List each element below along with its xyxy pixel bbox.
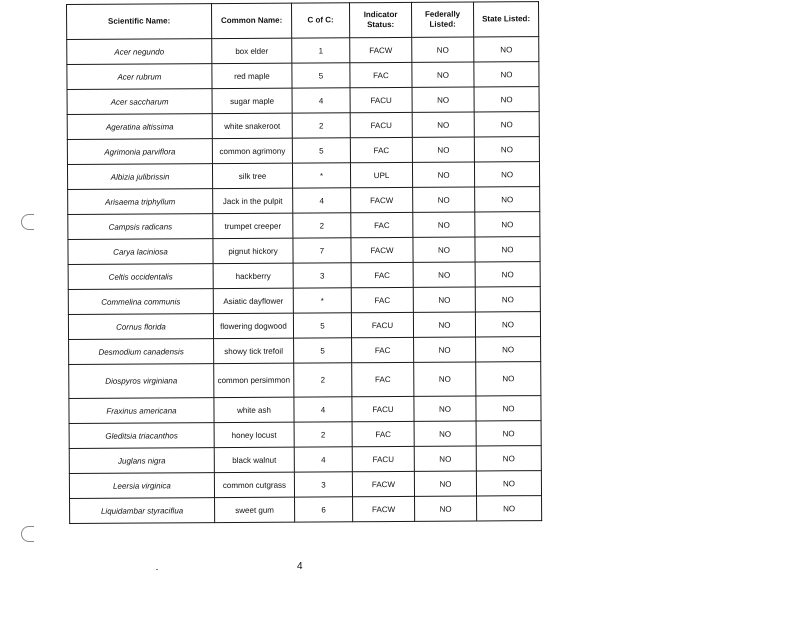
- cell-federally-listed: NO: [412, 62, 474, 87]
- species-table-body: [67, 37, 542, 524]
- cell-scientific-name: Agrimonia parviflora: [67, 139, 212, 165]
- punch-hole-mark: [21, 214, 34, 230]
- cell-state-listed: NO: [476, 396, 541, 421]
- cell-common-name: pignut hickory: [213, 238, 293, 263]
- scan-speck: [156, 569, 158, 570]
- cell-indicator-status: FACU: [351, 312, 413, 337]
- cell-common-name: white ash: [214, 397, 294, 422]
- table-row: [69, 446, 541, 474]
- cell-state-listed: NO: [474, 37, 539, 62]
- cell-common-name: Jack in the pulpit: [213, 188, 293, 213]
- table-row: [69, 362, 541, 399]
- punch-hole-mark: [21, 526, 34, 542]
- cell-scientific-name: Diospyros virginiana: [69, 364, 214, 399]
- cell-c-of-c: 5: [293, 313, 351, 338]
- table-row: [69, 396, 541, 424]
- cell-common-name: box elder: [212, 38, 292, 63]
- table-header-row: [67, 2, 539, 40]
- table-row: [69, 337, 541, 365]
- cell-c-of-c: *: [293, 288, 351, 313]
- cell-c-of-c: 2: [294, 363, 352, 397]
- table-row: [68, 237, 540, 265]
- cell-indicator-status: FACW: [351, 237, 413, 262]
- cell-state-listed: NO: [476, 421, 541, 446]
- cell-state-listed: NO: [475, 237, 540, 262]
- cell-federally-listed: NO: [414, 396, 476, 421]
- page-number: 4: [297, 561, 303, 572]
- cell-common-name: flowering dogwood: [213, 313, 293, 338]
- header-common-name: Common Name:: [212, 3, 292, 38]
- cell-state-listed: NO: [475, 312, 540, 337]
- cell-federally-listed: NO: [413, 287, 475, 312]
- cell-state-listed: NO: [474, 62, 539, 87]
- cell-state-listed: NO: [474, 137, 539, 162]
- cell-indicator-status: FACW: [353, 496, 415, 521]
- cell-scientific-name: Leersia virginica: [69, 473, 214, 499]
- cell-indicator-status: FACU: [350, 112, 412, 137]
- cell-common-name: silk tree: [212, 163, 292, 188]
- cell-federally-listed: NO: [413, 212, 475, 237]
- species-table: [66, 1, 542, 524]
- cell-federally-listed: NO: [412, 37, 474, 62]
- cell-state-listed: NO: [475, 212, 540, 237]
- cell-state-listed: NO: [476, 446, 541, 471]
- cell-c-of-c: 4: [292, 88, 350, 113]
- cell-state-listed: NO: [476, 337, 541, 362]
- cell-federally-listed: NO: [415, 496, 477, 521]
- cell-scientific-name: Juglans nigra: [69, 448, 214, 474]
- cell-common-name: common persimmon: [214, 363, 294, 397]
- header-state-listed: State Listed:: [473, 2, 538, 37]
- cell-c-of-c: 2: [292, 113, 350, 138]
- cell-federally-listed: NO: [414, 446, 476, 471]
- cell-indicator-status: FAC: [350, 62, 412, 87]
- cell-c-of-c: 5: [292, 138, 350, 163]
- cell-indicator-status: FAC: [352, 362, 414, 396]
- cell-scientific-name: Acer negundo: [67, 39, 212, 65]
- cell-c-of-c: 4: [294, 447, 352, 472]
- cell-scientific-name: Acer saccharum: [67, 89, 212, 115]
- cell-scientific-name: Commelina communis: [68, 289, 213, 315]
- cell-common-name: red maple: [212, 63, 292, 88]
- cell-c-of-c: 3: [294, 472, 352, 497]
- table-row: [68, 212, 540, 240]
- cell-scientific-name: Desmodium canadensis: [69, 339, 214, 365]
- table-row: [70, 496, 542, 524]
- cell-state-listed: NO: [475, 262, 540, 287]
- table-row: [69, 421, 541, 449]
- cell-c-of-c: 4: [294, 397, 352, 422]
- table-row: [67, 62, 539, 90]
- cell-scientific-name: Liquidambar styraciflua: [70, 498, 215, 524]
- cell-federally-listed: NO: [413, 237, 475, 262]
- cell-common-name: honey locust: [214, 422, 294, 447]
- cell-common-name: showy tick trefoil: [214, 338, 294, 363]
- header-indicator-status: Indicator Status:: [349, 2, 411, 37]
- cell-indicator-status: FACU: [352, 446, 414, 471]
- cell-common-name: common cutgrass: [214, 472, 294, 497]
- cell-indicator-status: FACU: [350, 87, 412, 112]
- cell-federally-listed: NO: [412, 137, 474, 162]
- cell-c-of-c: 2: [293, 213, 351, 238]
- cell-c-of-c: 2: [294, 422, 352, 447]
- cell-scientific-name: Cornus florida: [68, 314, 213, 340]
- cell-scientific-name: Campsis radicans: [68, 214, 213, 240]
- cell-c-of-c: 5: [294, 338, 352, 363]
- cell-state-listed: NO: [476, 471, 541, 496]
- cell-state-listed: NO: [474, 87, 539, 112]
- cell-scientific-name: Arisaema triphyllum: [68, 189, 213, 215]
- cell-common-name: white snakeroot: [212, 113, 292, 138]
- table-row: [67, 87, 539, 115]
- cell-c-of-c: 3: [293, 263, 351, 288]
- cell-federally-listed: NO: [412, 112, 474, 137]
- table-row: [67, 112, 539, 140]
- cell-indicator-status: FAC: [351, 212, 413, 237]
- cell-state-listed: NO: [475, 287, 540, 312]
- table-row: [68, 187, 540, 215]
- cell-federally-listed: NO: [414, 362, 476, 396]
- cell-federally-listed: NO: [412, 162, 474, 187]
- cell-c-of-c: 7: [293, 238, 351, 263]
- cell-scientific-name: Carya laciniosa: [68, 239, 213, 265]
- table-row: [68, 262, 540, 290]
- cell-indicator-status: FAC: [352, 421, 414, 446]
- table-row: [67, 137, 539, 165]
- cell-indicator-status: FAC: [351, 287, 413, 312]
- cell-indicator-status: FAC: [351, 262, 413, 287]
- cell-common-name: sweet gum: [215, 497, 295, 522]
- cell-federally-listed: NO: [413, 312, 475, 337]
- cell-scientific-name: Albizia julibrissin: [67, 164, 212, 190]
- cell-indicator-status: FAC: [350, 137, 412, 162]
- cell-c-of-c: 4: [293, 188, 351, 213]
- cell-federally-listed: NO: [412, 87, 474, 112]
- cell-c-of-c: 5: [292, 63, 350, 88]
- cell-federally-listed: NO: [414, 337, 476, 362]
- cell-scientific-name: Acer rubrum: [67, 64, 212, 90]
- cell-state-listed: NO: [474, 162, 539, 187]
- cell-c-of-c: 6: [295, 497, 353, 522]
- table-row: [69, 471, 541, 499]
- cell-c-of-c: *: [292, 163, 350, 188]
- cell-indicator-status: FAC: [352, 337, 414, 362]
- table-row: [67, 162, 539, 190]
- header-c-of-c: C of C:: [291, 3, 349, 38]
- cell-common-name: hackberry: [213, 263, 293, 288]
- header-scientific-name: Scientific Name:: [67, 4, 212, 40]
- cell-federally-listed: NO: [413, 187, 475, 212]
- cell-state-listed: NO: [477, 496, 542, 521]
- cell-common-name: sugar maple: [212, 88, 292, 113]
- table-row: [68, 287, 540, 315]
- cell-c-of-c: 1: [292, 38, 350, 63]
- table-row: [68, 312, 540, 340]
- cell-indicator-status: FACU: [352, 396, 414, 421]
- cell-federally-listed: NO: [414, 471, 476, 496]
- header-federally-listed: Federally Listed:: [411, 2, 473, 37]
- cell-indicator-status: FACW: [350, 37, 412, 62]
- cell-scientific-name: Celtis occidentalis: [68, 264, 213, 290]
- cell-indicator-status: FACW: [351, 187, 413, 212]
- cell-federally-listed: NO: [414, 421, 476, 446]
- cell-state-listed: NO: [474, 112, 539, 137]
- table-row: [67, 37, 539, 65]
- cell-state-listed: NO: [476, 362, 541, 396]
- cell-state-listed: NO: [475, 187, 540, 212]
- cell-federally-listed: NO: [413, 262, 475, 287]
- cell-scientific-name: Ageratina altissima: [67, 114, 212, 140]
- cell-common-name: black walnut: [214, 447, 294, 472]
- cell-scientific-name: Fraxinus americana: [69, 398, 214, 424]
- cell-indicator-status: UPL: [350, 162, 412, 187]
- cell-scientific-name: Gleditsia triacanthos: [69, 423, 214, 449]
- cell-indicator-status: FACW: [352, 471, 414, 496]
- cell-common-name: trumpet creeper: [213, 213, 293, 238]
- cell-common-name: Asiatic dayflower: [213, 288, 293, 313]
- cell-common-name: common agrimony: [212, 138, 292, 163]
